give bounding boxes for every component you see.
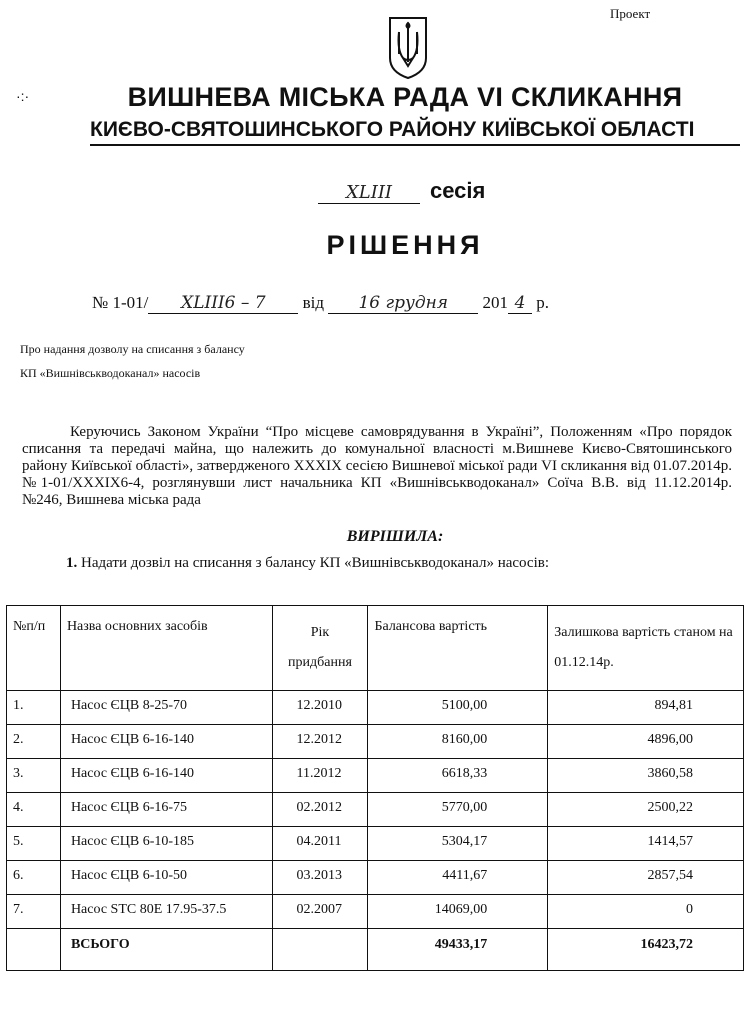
row-no: 1. bbox=[7, 691, 61, 725]
header-name: Назва основних засобів bbox=[60, 606, 272, 691]
point-1-number: 1. bbox=[66, 555, 78, 571]
row-no: 2. bbox=[7, 725, 61, 759]
row-residual-value: 2500,22 bbox=[548, 793, 744, 827]
row-residual-value: 3860,58 bbox=[548, 759, 744, 793]
preamble-paragraph: Керуючись Законом України “Про місцеве самоврядування в Україні”, Положенням «Про порядок списання та передачі майна, що належить до комунальної власності м.Вишневе Києво-Святошинського району Київської області», затвердженого XXXIX сесією Вишневої міської ради VI скликання від 01.07.2014р. №1-01/XXXIX6-4, розглянувши лист начальника КП «Вишнівськводоканал» Соїча В.В. від 11.12.2014р. №246, Вишнева міська рада bbox=[22, 424, 732, 508]
row-name: Насос ЄЦВ 6-16-75 bbox=[60, 793, 272, 827]
row-name: Насос ЄЦВ 6-16-140 bbox=[60, 759, 272, 793]
table-row bbox=[7, 725, 744, 759]
year-prefix: 201 bbox=[482, 293, 509, 312]
row-residual-value: 1414,57 bbox=[548, 827, 744, 861]
header-year: Рік придбання bbox=[272, 606, 368, 691]
row-year: 12.2012 bbox=[272, 725, 368, 759]
row-year: 11.2012 bbox=[272, 759, 368, 793]
row-book-value: 4411,67 bbox=[368, 861, 548, 895]
row-residual-value: 0 bbox=[548, 895, 744, 929]
table-row bbox=[7, 861, 744, 895]
total-year bbox=[272, 929, 368, 971]
number-prefix: № 1-01/ bbox=[92, 293, 149, 312]
row-year: 04.2011 bbox=[272, 827, 368, 861]
row-no: 4. bbox=[7, 793, 61, 827]
row-name: Насос ЄЦВ 6-10-185 bbox=[60, 827, 272, 861]
row-book-value: 6618,33 bbox=[368, 759, 548, 793]
total-no bbox=[7, 929, 61, 971]
total-residual-value: 16423,72 bbox=[548, 929, 744, 971]
row-name: Насос ЄЦВ 6-10-50 bbox=[60, 861, 272, 895]
row-no: 7. bbox=[7, 895, 61, 929]
table-row bbox=[7, 759, 744, 793]
table-row bbox=[7, 827, 744, 861]
row-name: Насос STC 80E 17.95-37.5 bbox=[60, 895, 272, 929]
row-book-value: 5770,00 bbox=[368, 793, 548, 827]
coat-of-arms-icon bbox=[387, 14, 429, 80]
subject-line-1: Про надання дозволу на списання з балансу bbox=[20, 342, 245, 356]
table-row bbox=[7, 691, 744, 725]
header-book-value: Балансова вартість bbox=[368, 606, 548, 691]
from-label: від bbox=[302, 293, 325, 312]
assets-table bbox=[6, 605, 744, 971]
table-row bbox=[7, 895, 744, 929]
point-1 bbox=[66, 555, 549, 572]
row-no: 5. bbox=[7, 827, 61, 861]
resolved-label: ВИРІШИЛА: bbox=[346, 528, 444, 545]
row-book-value: 5100,00 bbox=[368, 691, 548, 725]
session-number: XLIII bbox=[318, 182, 420, 204]
district-title: КИЄВО-СВЯТОШИНСЬКОГО РАЙОНУ КИЇВСЬКОЇ ОБЛАСТІ bbox=[90, 118, 740, 146]
session-line bbox=[318, 178, 485, 204]
date-handwritten: 16 грудня bbox=[328, 293, 478, 314]
header-residual-value: Залишкова вартість станом на 01.12.14р. bbox=[548, 606, 744, 691]
row-residual-value: 894,81 bbox=[548, 691, 744, 725]
subject-line-2: КП «Вишнівськводоканал» насосів bbox=[20, 366, 201, 380]
decision-title: РІШЕННЯ bbox=[326, 230, 484, 260]
year-suffix: р. bbox=[536, 293, 550, 312]
row-book-value: 14069,00 bbox=[368, 895, 548, 929]
row-name: Насос ЄЦВ 8-25-70 bbox=[60, 691, 272, 725]
row-year: 02.2007 bbox=[272, 895, 368, 929]
row-book-value: 8160,00 bbox=[368, 725, 548, 759]
council-title: ВИШНЕВА МІСЬКА РАДА VI СКЛИКАННЯ bbox=[127, 82, 683, 112]
row-book-value: 5304,17 bbox=[368, 827, 548, 861]
point-1-text: Надати дозвіл на списання з балансу КП «Вишнівськводоканал» насосів: bbox=[81, 555, 549, 571]
table-header-row bbox=[7, 606, 744, 691]
row-year: 02.2012 bbox=[272, 793, 368, 827]
session-label: сесія bbox=[430, 178, 486, 203]
total-book-value: 49433,17 bbox=[368, 929, 548, 971]
table-row bbox=[7, 793, 744, 827]
row-residual-value: 2857,54 bbox=[548, 861, 744, 895]
header-no: №п/п bbox=[7, 606, 61, 691]
row-year: 12.2010 bbox=[272, 691, 368, 725]
year-handwritten: 4 bbox=[508, 293, 532, 314]
draft-label: Проект bbox=[610, 6, 651, 21]
row-no: 6. bbox=[7, 861, 61, 895]
scan-mark: ·:· bbox=[16, 88, 30, 104]
row-year: 03.2013 bbox=[272, 861, 368, 895]
decision-number-line bbox=[92, 293, 549, 314]
number-handwritten: XLIII6 – 7 bbox=[148, 293, 298, 314]
total-label: ВСЬОГО bbox=[60, 929, 272, 971]
table-total-row bbox=[7, 929, 744, 971]
row-name: Насос ЄЦВ 6-16-140 bbox=[60, 725, 272, 759]
row-residual-value: 4896,00 bbox=[548, 725, 744, 759]
row-no: 3. bbox=[7, 759, 61, 793]
